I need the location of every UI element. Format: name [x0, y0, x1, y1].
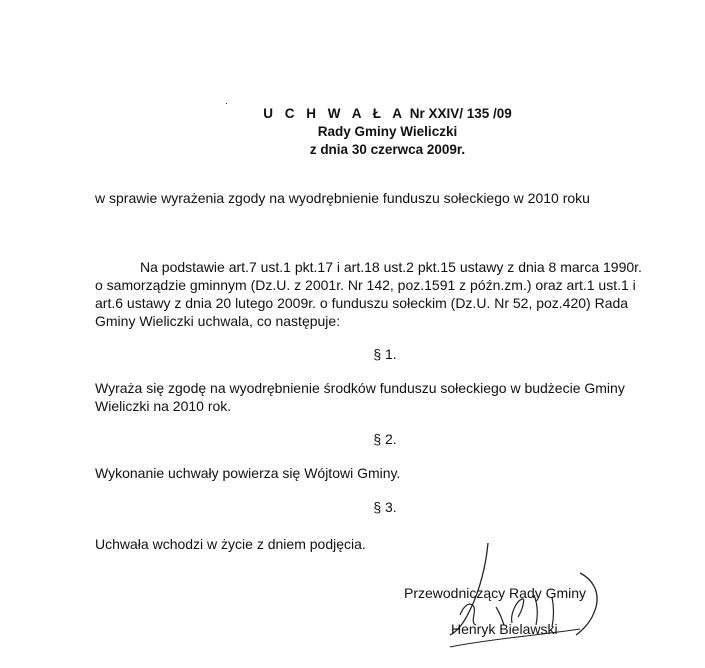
resolution-title	[0, 105, 705, 123]
section-mark: § 1.	[373, 346, 397, 362]
issuing-body: Rady Gminy Wieliczki	[317, 124, 458, 139]
signatory-role: Przewodniczący Rady Gminy	[404, 585, 587, 601]
scan-speck	[226, 103, 227, 104]
section-line: Wykonanie uchwały powierza się Wójtowi Gminy.	[95, 465, 401, 481]
section-body	[95, 379, 625, 415]
preamble-line: Gminy Wieliczki uchwala, co następuje:	[95, 313, 341, 329]
section-mark: § 2.	[373, 431, 397, 447]
section-line: Wyraża się zgodę na wyodrębnienie środków funduszu sołeckiego w budżecie Gminy	[95, 380, 625, 396]
section-line: Wieliczki na 2010 rok.	[95, 398, 232, 414]
signature-stroke	[512, 599, 524, 623]
preamble	[95, 258, 642, 330]
section-body	[95, 464, 615, 482]
resolution-date: z dnia 30 czerwca 2009r.	[309, 142, 466, 157]
signatory-name: Henryk Bielawski	[451, 621, 558, 637]
preamble-line: Na podstawie art.7 ust.1 pkt.17 i art.18 ust.2 pkt.15 ustawy z dnia 8 marca 1990r.	[140, 259, 642, 275]
resolution-title-word: U C H W A Ł A	[263, 106, 406, 121]
preamble-line: o samorządzie gminnym (Dz.U. z 2001r. Nr 142, poz.1591 z późn.zm.) oraz art.1 ust.1 i	[95, 277, 636, 293]
preamble-line: art.6 ustawy z dnia 20 lutego 2009r. o funduszu sołeckim (Dz.U. Nr 52, poz.420) Rada	[95, 295, 629, 311]
section-line: Uchwała wchodzi w życie z dniem podjęcia.	[95, 536, 366, 552]
resolution-number: Nr XXIV/ 135 /09	[409, 106, 512, 121]
resolution-subject: w sprawie wyrażenia zgody na wyodrębnienie funduszu sołeckiego w 2010 roku	[95, 190, 590, 206]
signature-stroke	[576, 573, 597, 635]
section-mark: § 3.	[373, 499, 397, 515]
document-header	[0, 105, 705, 159]
